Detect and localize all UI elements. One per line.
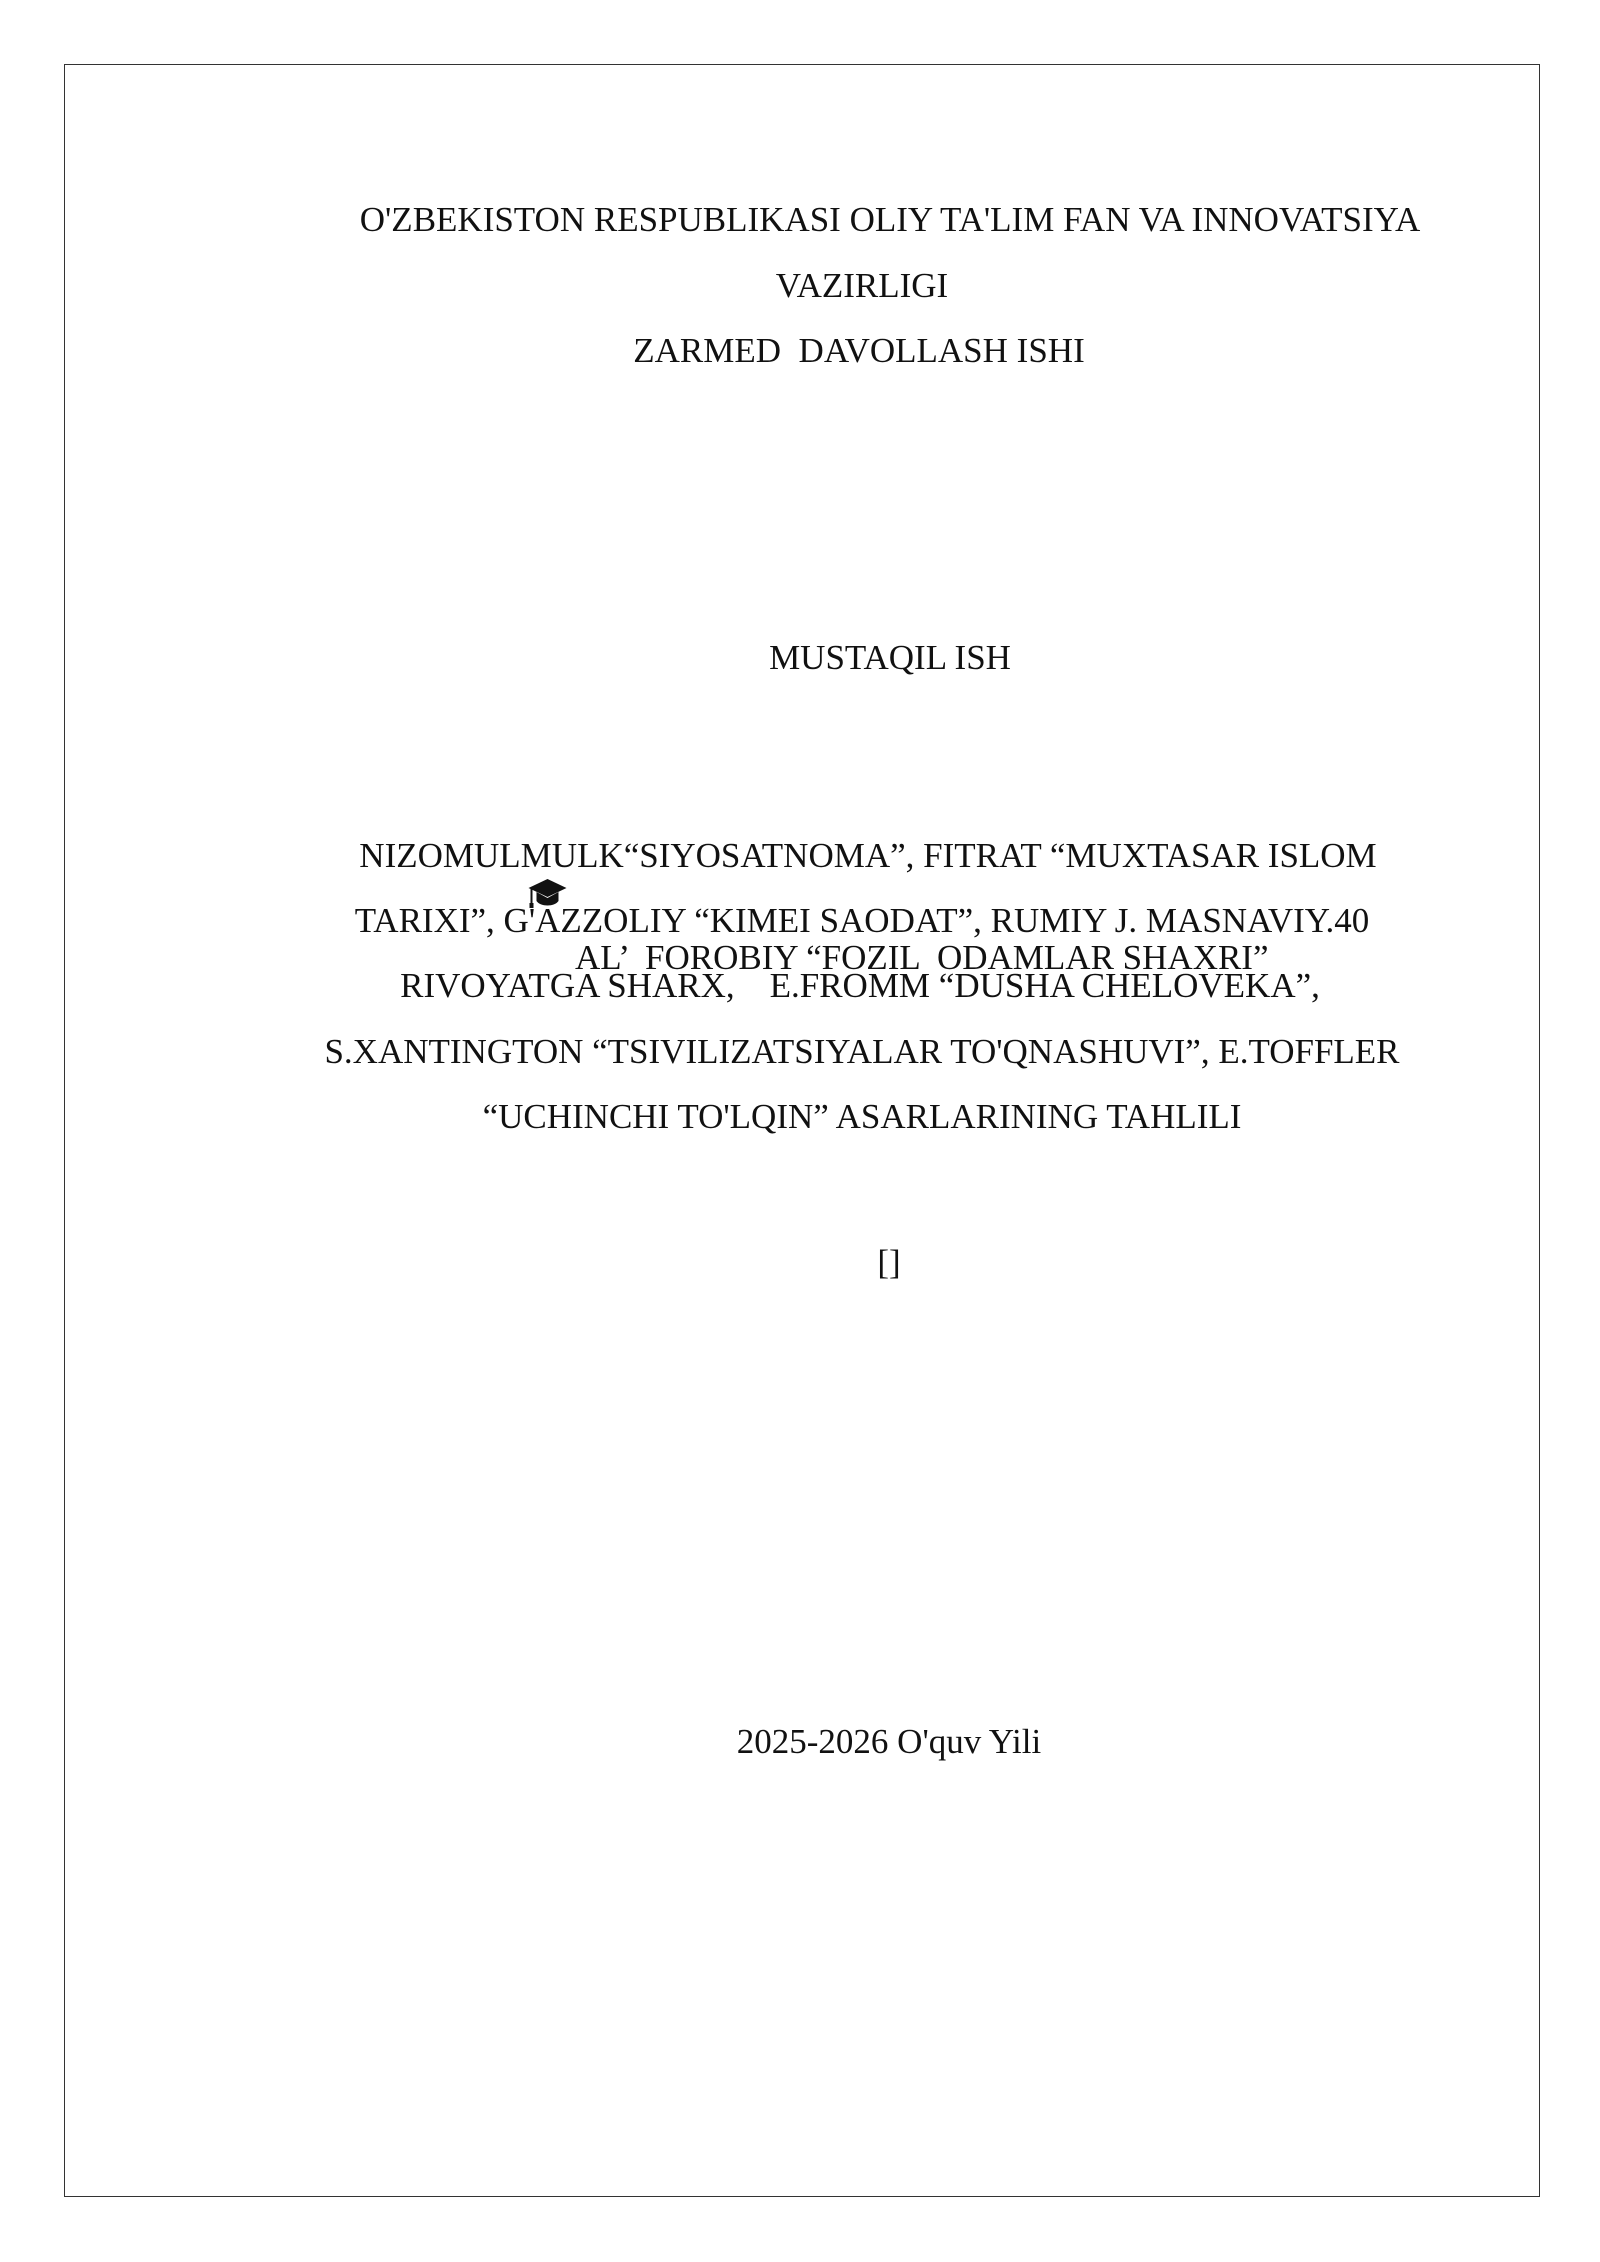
placeholder-brackets: []	[877, 1243, 901, 1282]
document-title-text-1: AL’ FOROBIY “FOZIL ODAMLAR SHAXRI”	[574, 938, 1269, 977]
document-title-line-4: RIVOYATGA SHARX, E.FROMM “DUSHA CHELOVEKA”,	[400, 966, 1320, 1005]
document-title-line-2: NIZOMULMULK“SIYOSATNOMA”, FITRAT “MUXTASAR ISLOM	[359, 836, 1377, 875]
document-title-line-5: S.XANTINGTON “TSIVILIZATSIYALAR TO'QNASHUVI”, E.TOFFLER	[324, 1032, 1400, 1071]
document-title-line-1	[509, 772, 1268, 979]
graduation-cap-icon	[527, 807, 567, 979]
document-title-line-3: TARIXI”, G'AZZOLIY “KIMEI SAODAT”, RUMIY J. MASNAVIY.40	[354, 901, 1370, 940]
ministry-line-1: O'ZBEKISTON RESPUBLIKASI OLIY TA'LIM FAN VA INNOVATSIYA	[359, 200, 1421, 239]
document-title-line-6: “UCHINCHI TO'LQIN” ASARLARINING TAHLILI	[482, 1097, 1242, 1136]
academic-year: 2025-2026 O'quv Yili	[736, 1722, 1042, 1761]
ministry-line-2: VAZIRLIGI	[775, 266, 949, 305]
document-type: MUSTAQIL ISH	[769, 638, 1011, 677]
institution-name: ZARMED DAVOLLASH ISHI	[633, 331, 1085, 370]
